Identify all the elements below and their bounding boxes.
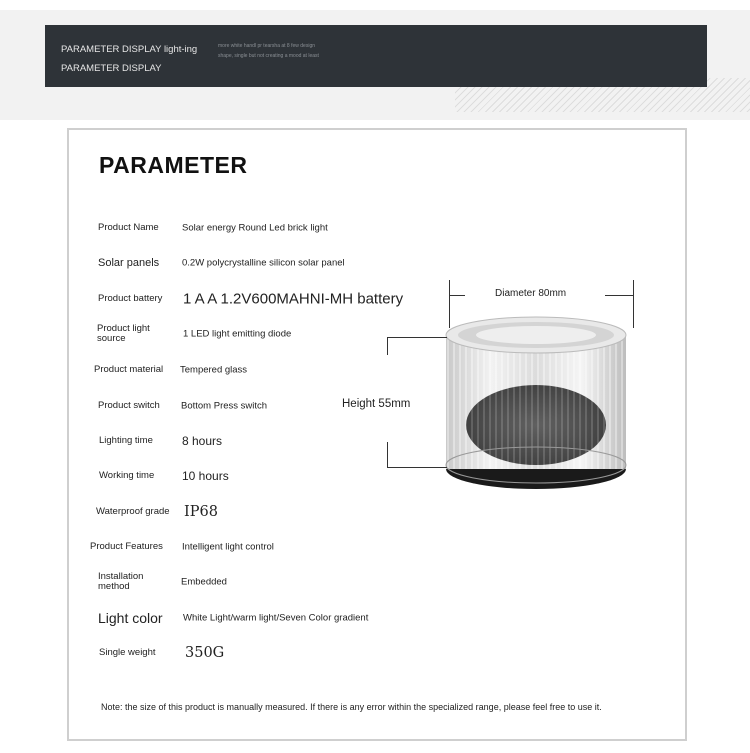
height-label: Height 55mm bbox=[342, 398, 411, 410]
param-label: Solar panels bbox=[98, 257, 160, 269]
param-row bbox=[69, 356, 409, 384]
banner-title: PARAMETER DISPLAY light-ing PARAMETER DISPLAY bbox=[61, 44, 198, 74]
header-banner bbox=[45, 25, 707, 87]
dimension-line bbox=[387, 467, 447, 468]
param-value: Tempered glass bbox=[180, 364, 248, 376]
param-row bbox=[69, 639, 409, 667]
param-row bbox=[69, 427, 409, 455]
param-value: 8 hours bbox=[182, 434, 223, 448]
param-row bbox=[69, 568, 409, 596]
dimension-line bbox=[387, 337, 388, 355]
dimension-line bbox=[605, 295, 633, 296]
page-title: PARAMETER bbox=[99, 152, 248, 178]
footnote: Note: the size of this product is manually measured. If there is any error within the specialized range, please feel free to use it. bbox=[101, 702, 602, 712]
banner-small-text: more white handl pr tearsha at 8 few design shape, single but not creating a mood at least bbox=[218, 43, 319, 59]
param-label: Product Name bbox=[98, 222, 159, 233]
param-value: Embedded bbox=[181, 576, 227, 588]
param-label: Lighting time bbox=[99, 435, 153, 446]
dimension-line bbox=[387, 337, 447, 338]
param-row bbox=[69, 320, 409, 348]
param-row bbox=[69, 604, 409, 632]
param-label: Product Features bbox=[90, 541, 163, 552]
param-value: Intelligent light control bbox=[182, 541, 274, 553]
param-label: Product switch bbox=[98, 400, 160, 411]
param-label: Working time bbox=[99, 470, 155, 481]
param-label: Product light source bbox=[97, 323, 150, 344]
param-row bbox=[69, 498, 409, 526]
dimension-line bbox=[387, 442, 388, 467]
param-label: Product battery bbox=[98, 293, 163, 304]
param-row bbox=[69, 533, 409, 561]
dimension-line bbox=[449, 295, 465, 296]
product-image bbox=[439, 305, 639, 505]
param-value: 1 A A 1.2V600MAHNI-MH battery bbox=[183, 290, 404, 308]
param-label: Waterproof grade bbox=[96, 506, 170, 517]
dimension-line bbox=[633, 280, 634, 328]
param-value: IP68 bbox=[184, 504, 218, 520]
param-label: Installation method bbox=[98, 571, 144, 592]
param-row bbox=[69, 285, 409, 313]
param-label: Light color bbox=[98, 610, 163, 626]
param-row bbox=[69, 249, 409, 277]
param-row bbox=[69, 462, 409, 490]
parameter-panel bbox=[67, 128, 687, 741]
param-value: White Light/warm light/Seven Color gradient bbox=[183, 612, 369, 624]
param-value: Bottom Press switch bbox=[181, 400, 268, 412]
param-label: Product material bbox=[94, 364, 164, 375]
param-value: 1 LED light emitting diode bbox=[183, 328, 292, 340]
param-value: 350G bbox=[185, 645, 225, 661]
diameter-label: Diameter 80mm bbox=[495, 288, 567, 299]
param-row bbox=[69, 214, 409, 242]
param-value: Solar energy Round Led brick light bbox=[182, 222, 328, 234]
dimension-line bbox=[449, 280, 450, 328]
param-value: 0.2W polycrystalline silicon solar panel bbox=[182, 257, 345, 269]
param-label: Single weight bbox=[99, 647, 156, 658]
param-value: 10 hours bbox=[182, 469, 229, 483]
